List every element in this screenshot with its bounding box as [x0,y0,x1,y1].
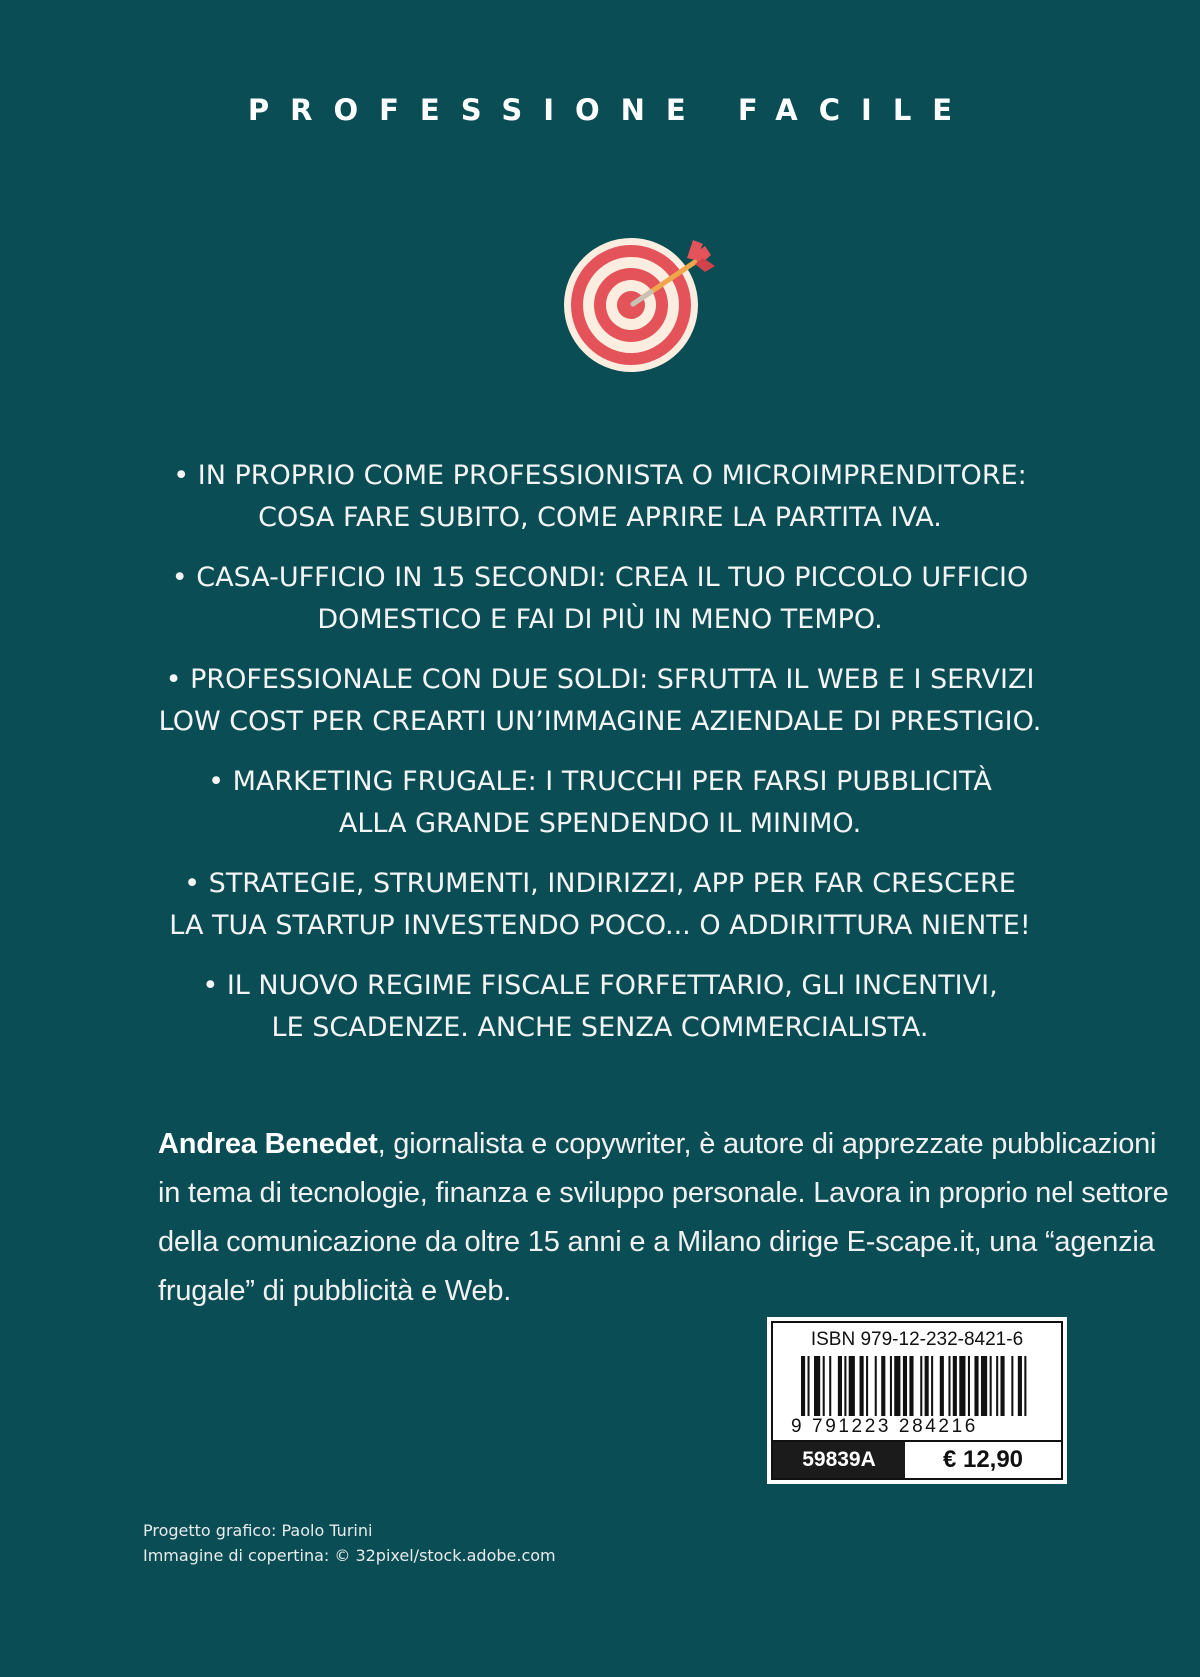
barcode-bar [948,1356,950,1416]
barcode-bar [920,1356,922,1416]
barcode-bar [881,1356,885,1416]
product-code: 59839A [773,1442,905,1478]
barcode-bar [849,1356,855,1416]
feature-line: • STRATEGIE, STRUMENTI, INDIRIZZI, APP PER FAR CRESCERE [184,868,1016,899]
barcode-bar [968,1356,970,1416]
feature-line: LE SCADENZE. ANCHE SENZA COMMERCIALISTA. [271,1011,929,1043]
feature-item [100,455,1100,538]
barcode-bar [990,1356,992,1416]
feature-line: ALLA GRANDE SPENDENDO IL MINIMO. [338,807,862,839]
feature-list [100,455,1100,1067]
barcode-bar [866,1356,868,1416]
barcode-bar [925,1356,929,1416]
bio-text: , giornalista e copywriter, è autore di apprezzate pubblicazioni [377,1128,1157,1160]
barcode-bar [801,1356,805,1416]
barcode-bar [1000,1356,1004,1416]
feature-line: LOW COST PER CREARTI UN’IMMAGINE AZIENDALE DI PRESTIGIO. [158,705,1042,737]
barcode-bar [823,1356,825,1416]
barcode-bar [808,1356,810,1416]
feature-line: • CASA-UFFICIO IN 15 SECONDI: CREA IL TUO PICCOLO UFFICIO [171,562,1029,593]
feature-line: • IL NUOVO REGIME FISCALE FORFETTARIO, GLI INCENTIVI, [202,970,998,1001]
barcode-bar [838,1356,842,1416]
barcode-bar [981,1356,987,1416]
barcode-bar [829,1356,831,1416]
series-title: PROFESSIONE FACILE [247,93,974,127]
feature-line: LA TUA STARTUP INVESTENDO POCO... O ADDIRITTURA NIENTE! [169,909,1031,941]
barcode-bar [953,1356,957,1416]
barcode-bar [1024,1356,1026,1416]
barcode-bar [860,1356,864,1416]
author-name: Andrea Benedet [158,1128,378,1160]
barcode-bar [940,1356,944,1416]
barcode-digits: 9 791223 284216 [791,1416,978,1437]
barcode-bar [875,1356,877,1416]
barcode-bar [974,1356,978,1416]
barcode-bar [814,1356,820,1416]
barcode-bar [903,1356,907,1416]
feature-line: • MARKETING FRUGALE: I TRUCCHI PER FARSI PUBBLICITÀ [208,766,992,797]
barcode-footer [773,1440,1061,1478]
feature-item [100,761,1100,844]
design-credit: Progetto grafico: Paolo Turini [143,1521,373,1540]
barcode-bar [909,1356,913,1416]
barcode-label [767,1317,1067,1484]
feature-item [100,659,1100,742]
barcode-bar [996,1356,998,1416]
barcode-bar [1011,1356,1013,1416]
feature-item [100,965,1100,1048]
credits [143,1518,556,1568]
feature-line: • IN PROPRIO COME PROFESSIONISTA O MICROIMPRENDITORE: [173,460,1027,491]
bio-line: frugale” di pubblicità e Web. [158,1275,512,1307]
barcode-frame [771,1321,1063,1480]
feature-item [100,557,1100,640]
bio-line: della comunicazione da oltre 15 anni e a Milano dirige E-scape.it, una “agenzia [158,1226,1155,1258]
barcode-bar [959,1356,965,1416]
feature-line: COSA FARE SUBITO, COME APRIRE LA PARTITA IVA. [258,501,942,533]
bio-line [158,1120,1157,1169]
barcode-bar [931,1356,933,1416]
barcode-bar [844,1356,846,1416]
price: € 12,90 [942,1446,1024,1473]
barcode-bar [890,1356,892,1416]
barcode-bars [801,1356,1033,1416]
target-with-dart-icon [555,228,725,378]
isbn-number: ISBN 979-12-232-8421-6 [810,1329,1024,1350]
barcode-bar [1018,1356,1022,1416]
barcode-bar [894,1356,900,1416]
feature-line: DOMESTICO E FAI DI PIÙ IN MENO TEMPO. [317,603,883,635]
feature-line: • PROFESSIONALE CON DUE SOLDI: SFRUTTA IL WEB E I SERVIZI [165,664,1035,695]
author-bio [158,1120,1169,1316]
cover-image-credit: Immagine di copertina: © 32pixel/stock.adobe.com [143,1546,556,1565]
bio-line: in tema di tecnologie, finanza e sviluppo personale. Lavora in proprio nel settore [158,1177,1169,1209]
feature-item [100,863,1100,946]
